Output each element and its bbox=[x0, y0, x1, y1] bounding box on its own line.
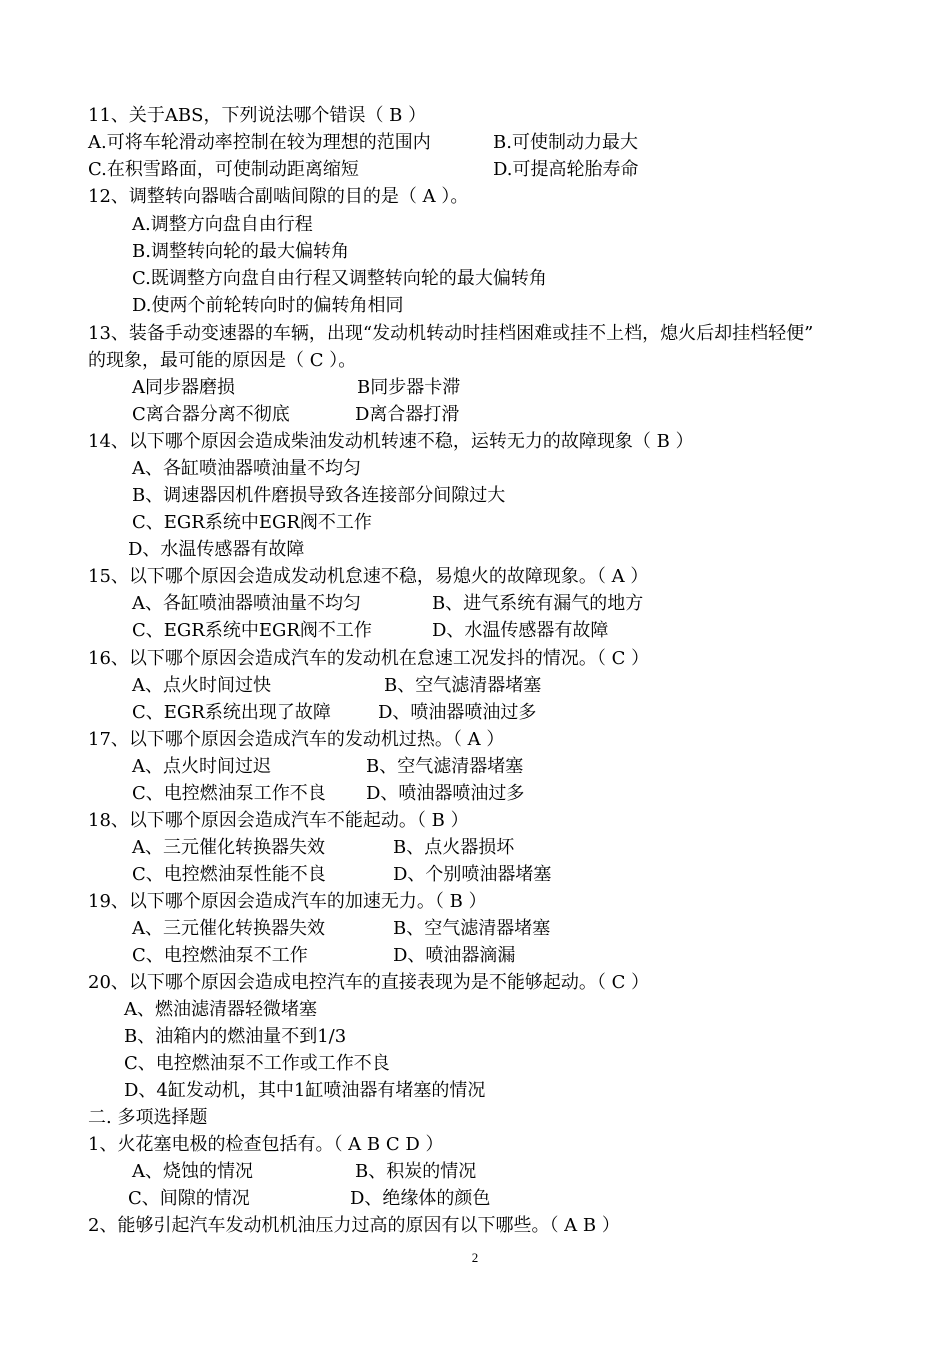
text-line: A、各缸喷油器喷油量不均匀 bbox=[132, 593, 361, 614]
text-line: 20、以下哪个原因会造成电控汽车的直接表现为是不能够起动。（ C ） bbox=[88, 972, 650, 993]
text-line: C、电控燃油泵性能不良 bbox=[132, 864, 326, 885]
text-line: B、油箱内的燃油量不到1/3 bbox=[124, 1026, 347, 1047]
text-line-second-option: B、空气滤清器堵塞 bbox=[384, 675, 542, 696]
text-line-second-option: D.可提高轮胎寿命 bbox=[493, 159, 639, 180]
text-line: C.在积雪路面，可使制动距离缩短 bbox=[88, 159, 359, 180]
text-line: 的现象，最可能的原因是（ C ）。 bbox=[88, 350, 357, 371]
text-line: C、电控燃油泵不工作 bbox=[132, 945, 308, 966]
text-line: A、三元催化转换器失效 bbox=[132, 837, 325, 858]
text-line: A、烧蚀的情况 bbox=[132, 1161, 253, 1182]
text-line: 二. 多项选择题 bbox=[88, 1107, 208, 1128]
text-line: C、EGR系统中EGR阀不工作 bbox=[132, 620, 372, 641]
text-line: C、EGR系统中EGR阀不工作 bbox=[132, 512, 372, 533]
text-line: 14、以下哪个原因会造成柴油发动机转速不稳，运转无力的故障现象（ B ） bbox=[88, 431, 694, 452]
text-line-second-option: B、空气滤清器堵塞 bbox=[393, 918, 551, 939]
text-line-second-option: B、点火器损坏 bbox=[393, 837, 515, 858]
text-line-second-option: D、喷油器喷油过多 bbox=[378, 702, 537, 723]
text-line-second-option: B、积炭的情况 bbox=[355, 1161, 477, 1182]
text-line: C、电控燃油泵工作不良 bbox=[132, 783, 326, 804]
text-line: D、水温传感器有故障 bbox=[128, 539, 305, 560]
text-line: 17、以下哪个原因会造成汽车的发动机过热。（ A ） bbox=[88, 729, 505, 750]
text-line-second-option: D、绝缘体的颜色 bbox=[350, 1188, 491, 1209]
text-line: 15、以下哪个原因会造成发动机怠速不稳，易熄火的故障现象。（ A ） bbox=[88, 566, 649, 587]
text-line-second-option: B、空气滤清器堵塞 bbox=[366, 756, 524, 777]
text-line: D.使两个前轮转向时的偏转角相同 bbox=[132, 295, 404, 316]
text-line: A、点火时间过迟 bbox=[132, 756, 271, 777]
text-line-second-option: D离合器打滑 bbox=[355, 404, 460, 425]
text-line: A、各缸喷油器喷油量不均匀 bbox=[132, 458, 361, 479]
text-line: B.调整转向轮的最大偏转角 bbox=[132, 241, 349, 262]
text-line: D、4缸发动机，其中1缸喷油器有堵塞的情况 bbox=[124, 1080, 486, 1101]
text-line-second-option: B、进气系统有漏气的地方 bbox=[432, 593, 644, 614]
text-line: A、燃油滤清器轻微堵塞 bbox=[124, 999, 317, 1020]
text-line-second-option: B.可使制动力最大 bbox=[493, 132, 638, 153]
text-line: B、调速器因机件磨损导致各连接部分间隙过大 bbox=[132, 485, 506, 506]
text-line-second-option: D、喷油器喷油过多 bbox=[366, 783, 525, 804]
text-line-second-option: D、喷油器滴漏 bbox=[393, 945, 516, 966]
text-line: 1、火花塞电极的检查包括有。（ A B C D ） bbox=[88, 1134, 444, 1155]
text-line: C、EGR系统出现了故障 bbox=[132, 702, 331, 723]
text-line: A、点火时间过快 bbox=[132, 675, 271, 696]
text-line: 2、能够引起汽车发动机机油压力过高的原因有以下哪些。（ A B ） bbox=[88, 1215, 620, 1236]
text-line: C、电控燃油泵不工作或工作不良 bbox=[124, 1053, 390, 1074]
text-line: 12、调整转向器啮合副啮间隙的目的是（ A ）。 bbox=[88, 186, 469, 207]
text-line-second-option: B同步器卡滞 bbox=[357, 377, 461, 398]
text-line: 18、以下哪个原因会造成汽车不能起动。（ B ） bbox=[88, 810, 469, 831]
text-line: 13、装备手动变速器的车辆，出现“发动机转动时挂档困难或挂不上档，熄火后却挂档轻便” bbox=[88, 323, 814, 344]
text-line-second-option: D、水温传感器有故障 bbox=[432, 620, 609, 641]
page-number: 2 bbox=[471, 1250, 479, 1265]
text-line: 11、关于ABS，下列说法哪个错误（ B ） bbox=[88, 105, 427, 126]
text-line: C、间隙的情况 bbox=[128, 1188, 250, 1209]
text-line: C离合器分离不彻底 bbox=[132, 404, 290, 425]
text-line: 19、以下哪个原因会造成汽车的加速无力。（ B ） bbox=[88, 891, 487, 912]
text-line: A.调整方向盘自由行程 bbox=[132, 214, 313, 235]
text-line: A同步器磨损 bbox=[132, 377, 235, 398]
text-line: 16、以下哪个原因会造成汽车的发动机在怠速工况发抖的情况。（ C ） bbox=[88, 648, 650, 669]
text-line: A.可将车轮滑动率控制在较为理想的范围内 bbox=[88, 132, 431, 153]
text-line: A、三元催化转换器失效 bbox=[132, 918, 325, 939]
text-line-second-option: D、个别喷油器堵塞 bbox=[393, 864, 552, 885]
text-line: C.既调整方向盘自由行程又调整转向轮的最大偏转角 bbox=[132, 268, 547, 289]
